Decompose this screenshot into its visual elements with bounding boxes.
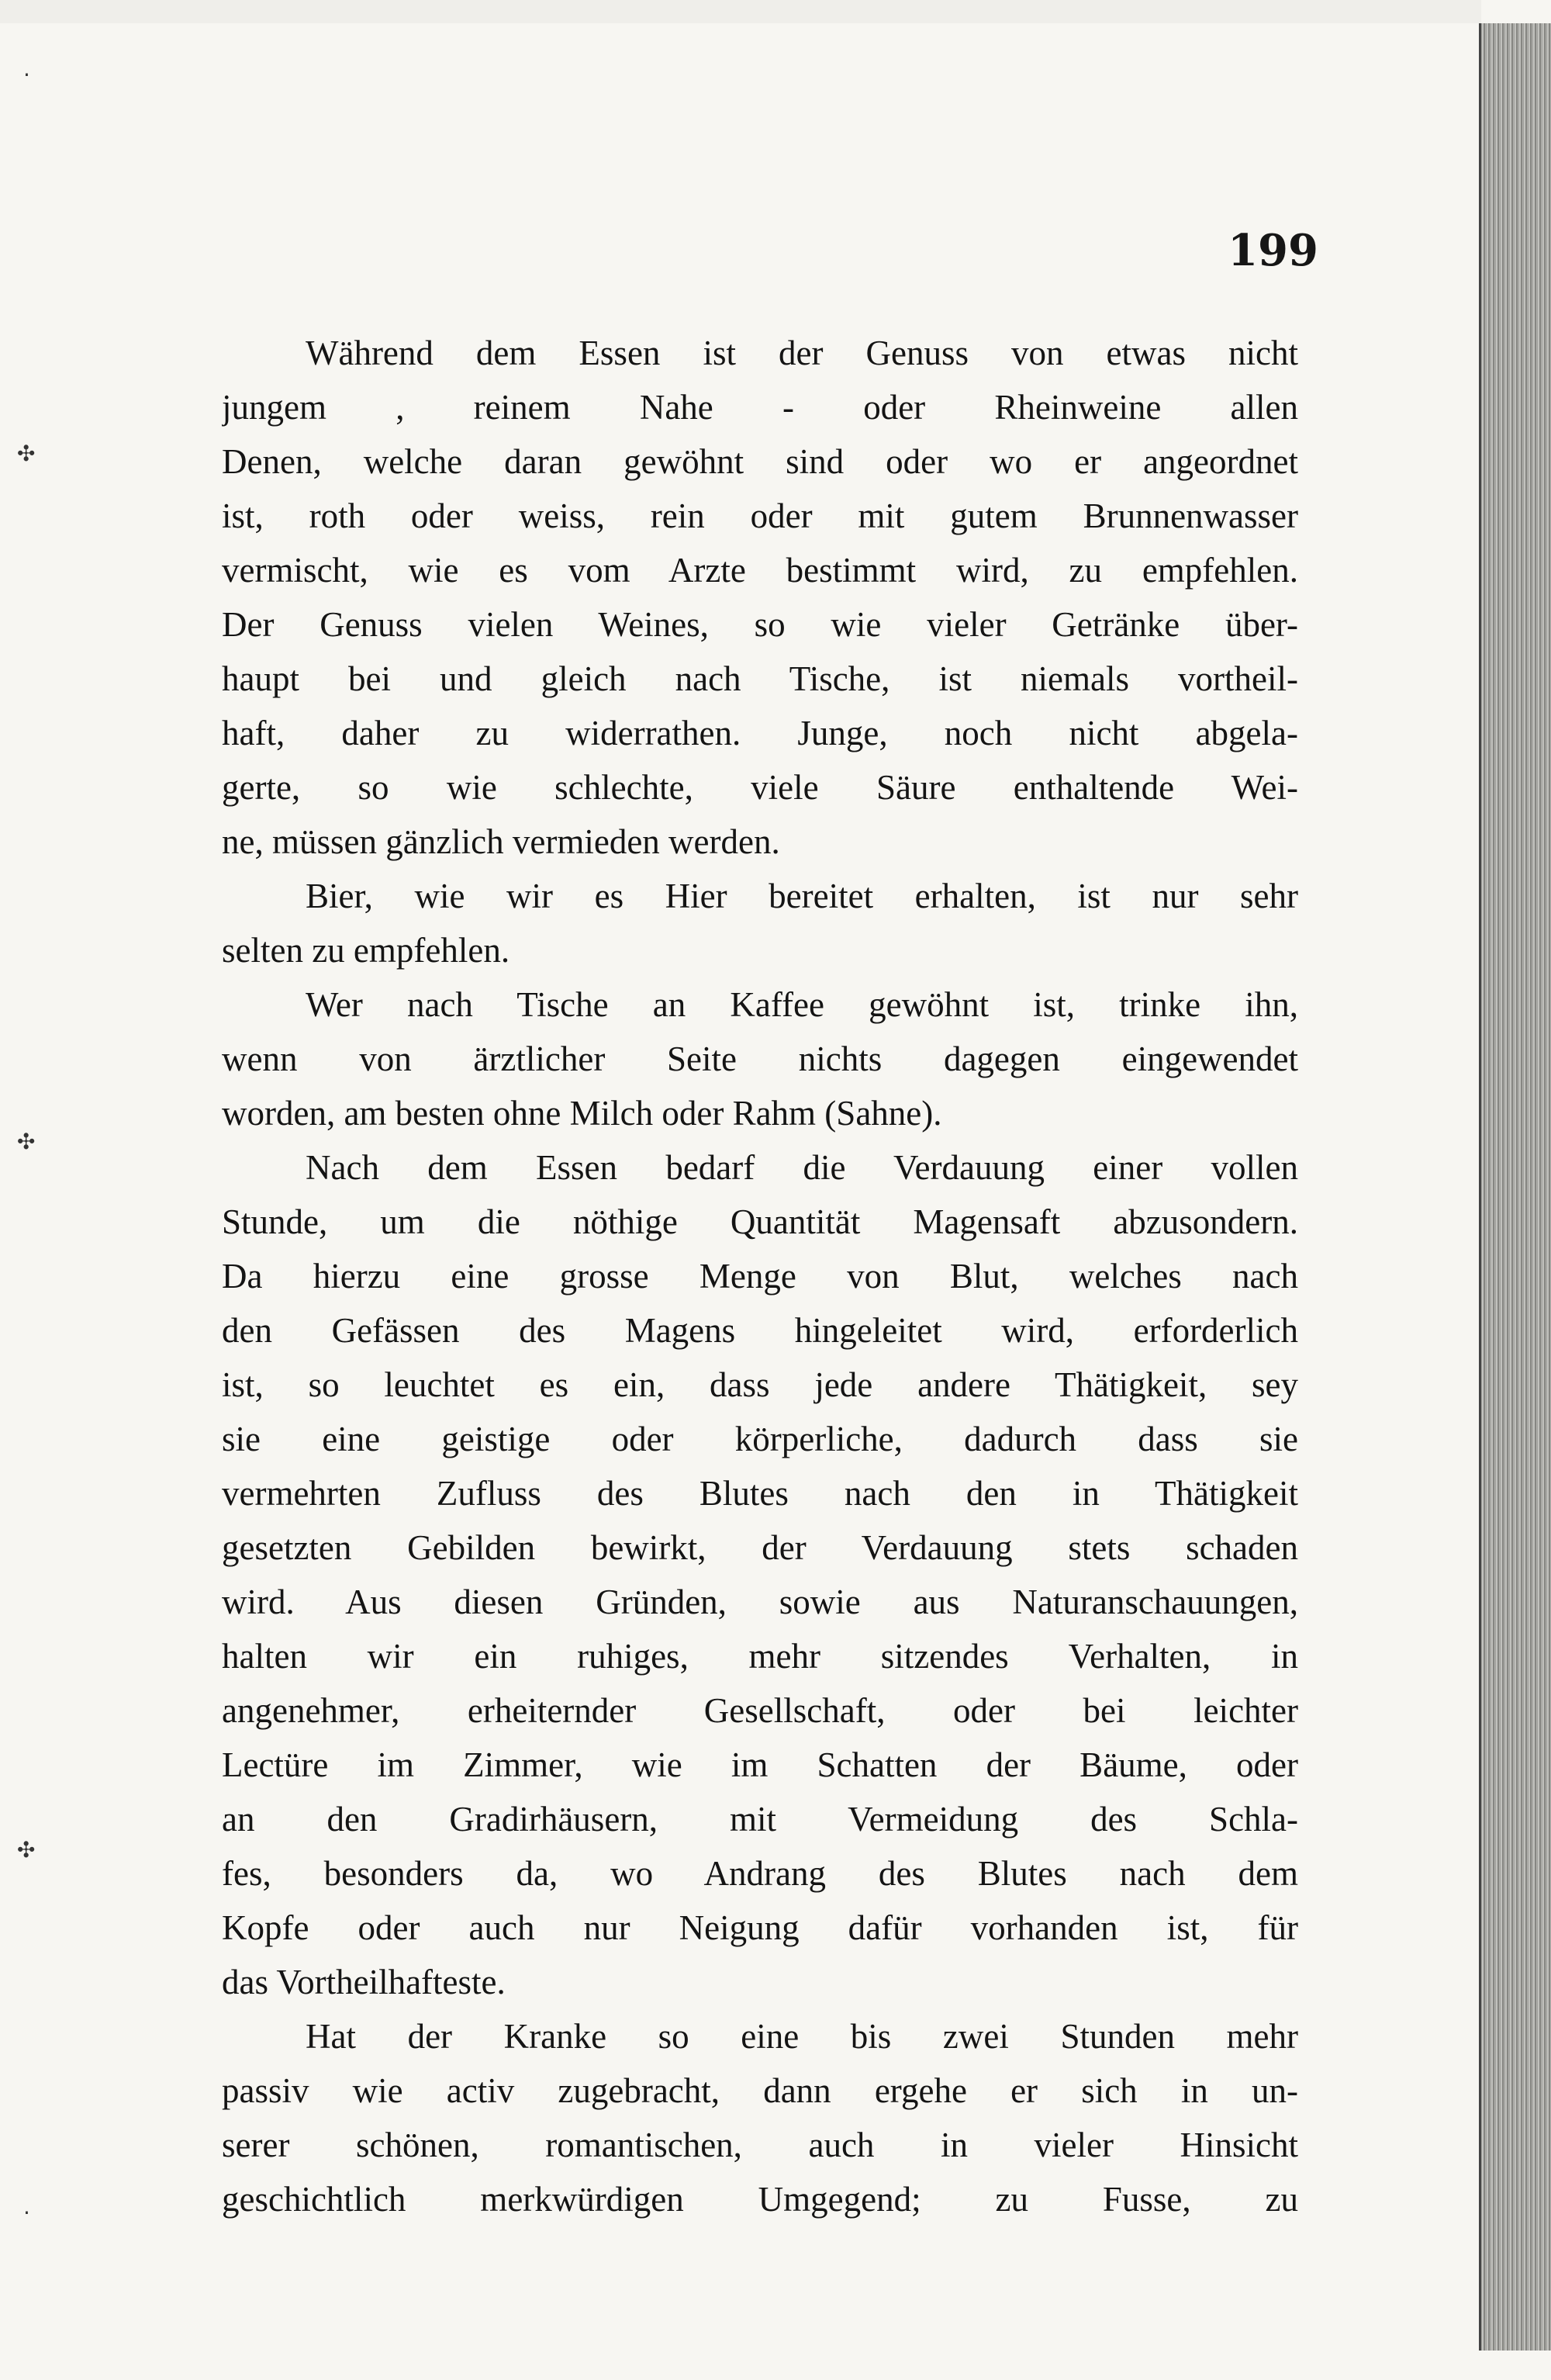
- text-line: selten zu empfehlen.: [222, 931, 510, 970]
- text-line: Bier, wie wir es Hier bereitet erhalten, ist nur sehr: [306, 877, 1298, 915]
- text-line: wenn von ärztlicher Seite nichts dagegen eingewendet: [222, 1040, 1298, 1078]
- text-line: ne, müssen gänzlich vermieden werden.: [222, 822, 780, 861]
- text-line: an den Gradirhäusern, mit Vermeidung des Schla-: [222, 1800, 1298, 1839]
- text-line: jungem , reinem Nahe - oder Rheinweine allen: [222, 388, 1298, 427]
- text-line: serer schönen, romantischen, auch in vieler Hinsicht: [222, 2126, 1298, 2164]
- page-number: 199: [1228, 225, 1318, 276]
- text-line: halten wir ein ruhiges, mehr sitzendes Verhalten, in: [222, 1637, 1298, 1676]
- margin-mark: ·: [23, 62, 30, 88]
- margin-mark: ·: [23, 2200, 30, 2226]
- text-line: ist, so leuchtet es ein, dass jede andere Thätigkeit, sey: [222, 1365, 1298, 1404]
- text-line: Da hierzu eine grosse Menge von Blut, welches nach: [222, 1257, 1298, 1296]
- text-line: ist, roth oder weiss, rein oder mit gutem Brunnenwasser: [222, 496, 1298, 535]
- text-line: haupt bei und gleich nach Tische, ist niemals vortheil-: [222, 659, 1298, 698]
- text-line: den Gefässen des Magens hingeleitet wird, erforderlich: [222, 1311, 1298, 1350]
- text-line: Denen, welche daran gewöhnt sind oder wo er angeordnet: [222, 442, 1298, 481]
- text-line: sie eine geistige oder körperliche, dadurch dass sie: [222, 1420, 1298, 1458]
- text-line: Kopfe oder auch nur Neigung dafür vorhanden ist, für: [222, 1908, 1298, 1947]
- text-line: Wer nach Tische an Kaffee gewöhnt ist, trinke ihn,: [306, 985, 1298, 1024]
- margin-mark: ✣: [17, 441, 36, 466]
- text-line: Der Genuss vielen Weines, so wie vieler Getränke über-: [222, 605, 1298, 644]
- margin-mark: ✣: [17, 1837, 36, 1863]
- text-line: gerte, so wie schlechte, viele Säure enthaltende Wei-: [222, 768, 1298, 807]
- text-line: vermehrten Zufluss des Blutes nach den in Thätigkeit: [222, 1474, 1298, 1513]
- text-line: angenehmer, erheiternder Gesellschaft, oder bei leichter: [222, 1691, 1298, 1730]
- body-text: [222, 326, 1298, 2226]
- text-line: Stunde, um die nöthige Quantität Magensaft abzusondern.: [222, 1202, 1298, 1241]
- text-line: das Vortheilhafteste.: [222, 1963, 506, 2001]
- text-line: haft, daher zu widerrathen. Junge, noch nicht abgela-: [222, 714, 1298, 752]
- text-line: vermischt, wie es vom Arzte bestimmt wird, zu empfehlen.: [222, 551, 1298, 590]
- text-line: fes, besonders da, wo Andrang des Blutes nach dem: [222, 1854, 1298, 1893]
- text-line: passiv wie activ zugebracht, dann ergehe er sich in un-: [222, 2071, 1298, 2110]
- text-line: Während dem Essen ist der Genuss von etwas nicht: [306, 334, 1298, 372]
- text-line: Hat der Kranke so eine bis zwei Stunden mehr: [306, 2017, 1298, 2056]
- page-top-edge: [0, 0, 1481, 23]
- text-line: gesetzten Gebilden bewirkt, der Verdauung stets schaden: [222, 1528, 1298, 1567]
- margin-mark: ✣: [17, 1129, 36, 1154]
- text-line: wird. Aus diesen Gründen, sowie aus Naturanschauungen,: [222, 1583, 1298, 1621]
- text-line: worden, am besten ohne Milch oder Rahm (Sahne).: [222, 1094, 942, 1133]
- text-line: Nach dem Essen bedarf die Verdauung einer vollen: [306, 1148, 1298, 1187]
- book-fore-edge: [1479, 23, 1551, 2351]
- text-line: geschichtlich merkwürdigen Umgegend; zu Fusse, zu: [222, 2180, 1298, 2219]
- text-line: Lectüre im Zimmer, wie im Schatten der Bäume, oder: [222, 1745, 1298, 1784]
